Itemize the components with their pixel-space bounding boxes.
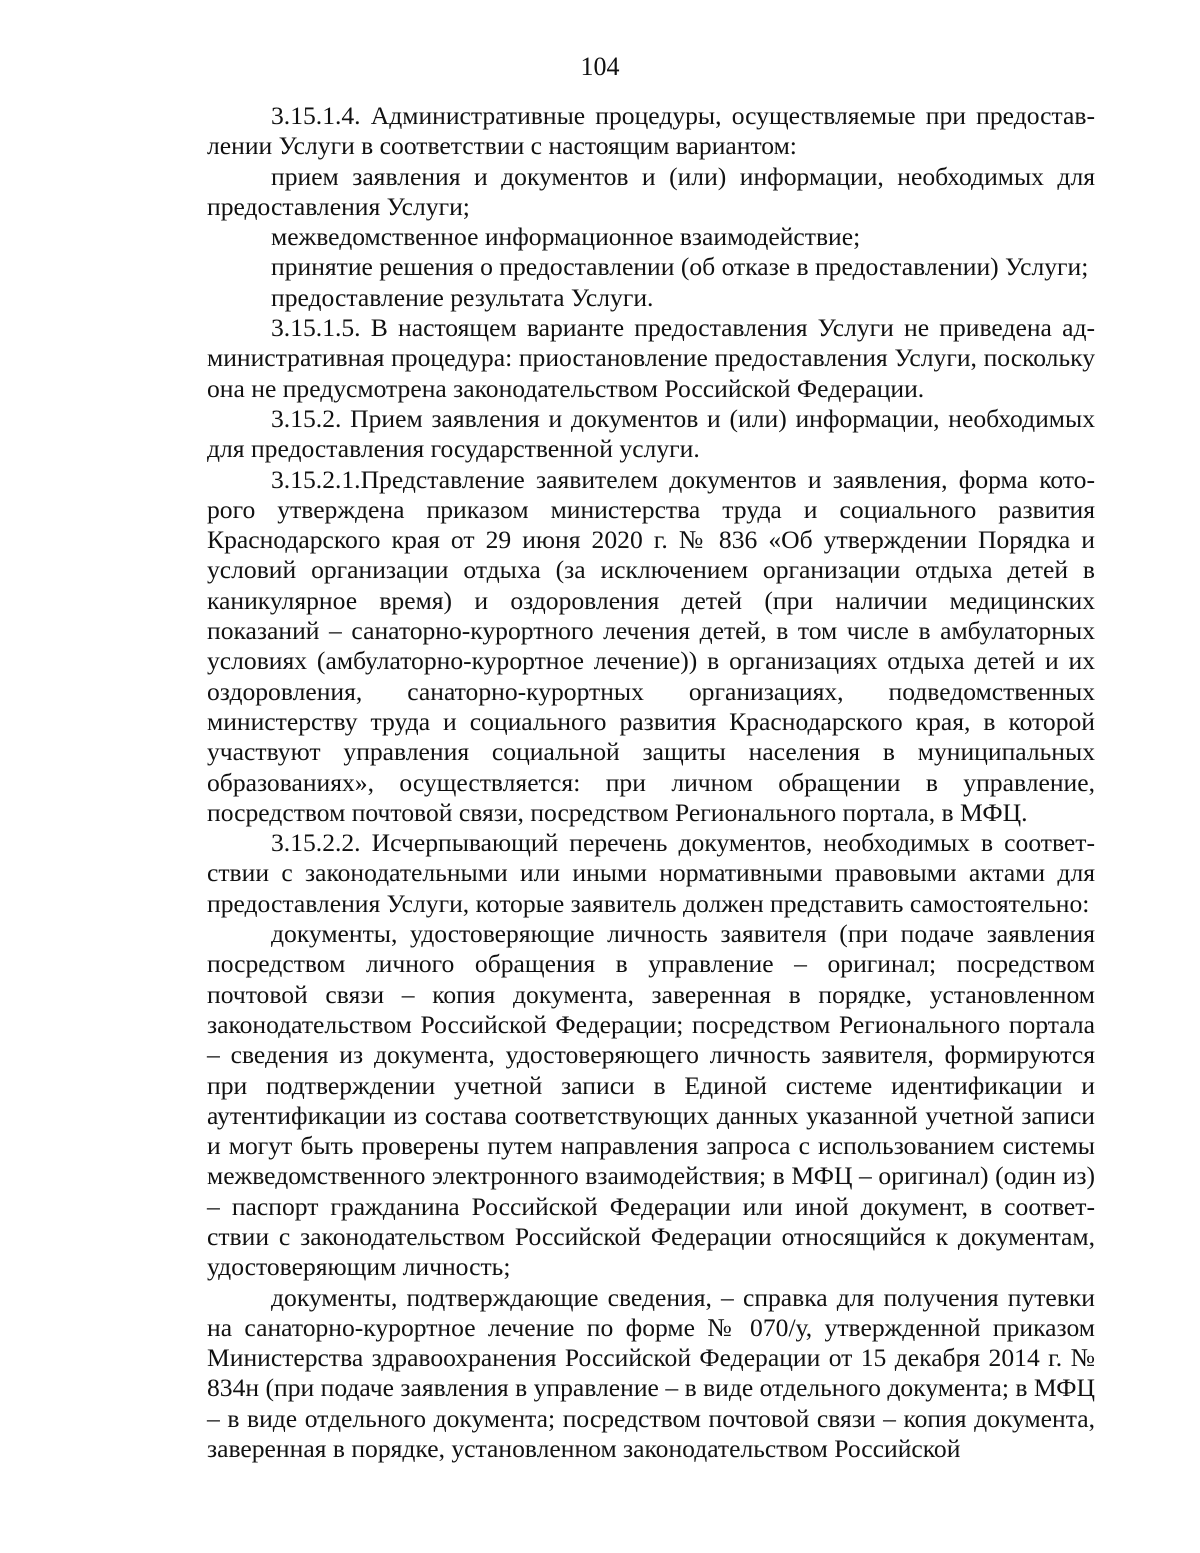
list-item-application-intake: прием заявления и документов и (или) информации, необходимых для предоставления Услуги; xyxy=(207,161,1095,221)
paragraph-3-15-2: 3.15.2. Прием заявления и документов и (или) информации, необходимых для предоставления государственной услуги. xyxy=(207,403,1095,464)
list-item-interagency-interaction: межведомственное информационное взаимодействие; xyxy=(271,222,861,252)
document-body xyxy=(207,101,1095,1464)
page-number: 104 xyxy=(580,52,620,81)
paragraph-supporting-documents: документы, подтверждающие сведения, – справка для получения путевки на санаторно-курортное лечение по форме № 070/у, утвержденной приказом Министерства здравоохранения Российской Федерации от 15 декабря 2014 г. № 834н (при подаче заявления в управление – в виде отдельного документа; в МФЦ – в виде отдельного документа; посредством почтовой связи – копия документа, заверенная в порядке, установленном законодательством Российской xyxy=(207,1282,1095,1464)
paragraph-identity-documents: документы, удостоверяющие личность заявителя (при подаче заявления посредством личного обращения в управление – оригинал; посредством почтовой связи – копия документа, заверенная в порядке, установленном законодательством Российской Федерации; посредством Регионального портала – сведения из документа, удостоверяющего личность заявителя, формируются при подтверждении учетной записи в Единой системе идентификации и аутентификации из состава соответствующих данных указанной учетной записи и могут быть проверены путем направления запроса с использованием системы межведомственного электронного взаимодействия; в МФЦ – оригинал) (один из) – паспорт гражданина Российской Федерации или иной документ, в соответствии с законодательством Российской Федерации относящийся к документам, удостоверяющим личность; xyxy=(207,919,1095,1282)
paragraph-3-15-2-1: 3.15.2.1.Представление заявителем документов и заявления, форма которого утверждена приказом министерства труда и социального развития Краснодарского края от 29 июня 2020 г. № 836 «Об утверждении Порядка и условий организации отдыха (за исключением организации отдыха детей в каникулярное время) и оздоровления детей (при наличии медицинских показаний – санаторно-курортного лечения детей, в том числе в амбулаторных условиях (амбулаторно-курортное лечение)) в организациях отдыха детей и их оздоровления, санаторно-курортных организациях, подведомственных министерству труда и социального развития Краснодарского края, в которой участвуют управления социальной защиты населения в муниципальных образованиях», осуществляется: при личном обращении в управление, посредством почтовой связи, посредством Регионального портала, в МФЦ. xyxy=(207,464,1095,827)
list-item-result-provision: предоставление результата Услуги. xyxy=(271,282,654,312)
paragraph-3-15-1-4: 3.15.1.4. Административные процедуры, осуществляемые при предоставлении Услуги в соответствии с настоящим вариантом: xyxy=(207,101,1095,161)
paragraph-3-15-1-5: 3.15.1.5. В настоящем варианте предоставления Услуги не приведена административная процедура: приостановление предоставления Услуги, поскольку она не предусмотрена законодательством Российской Федерации. xyxy=(207,313,1095,403)
list-item-decision: принятие решения о предоставлении (об отказе в предоставлении) Услуги; xyxy=(271,252,1089,282)
paragraph-3-15-2-2: 3.15.2.2. Исчерпывающий перечень документов, необходимых в соответствии с законодательными или иными нормативными правовыми актами для предоставления Услуги, которые заявитель должен представить самостоятельно: xyxy=(207,828,1095,918)
